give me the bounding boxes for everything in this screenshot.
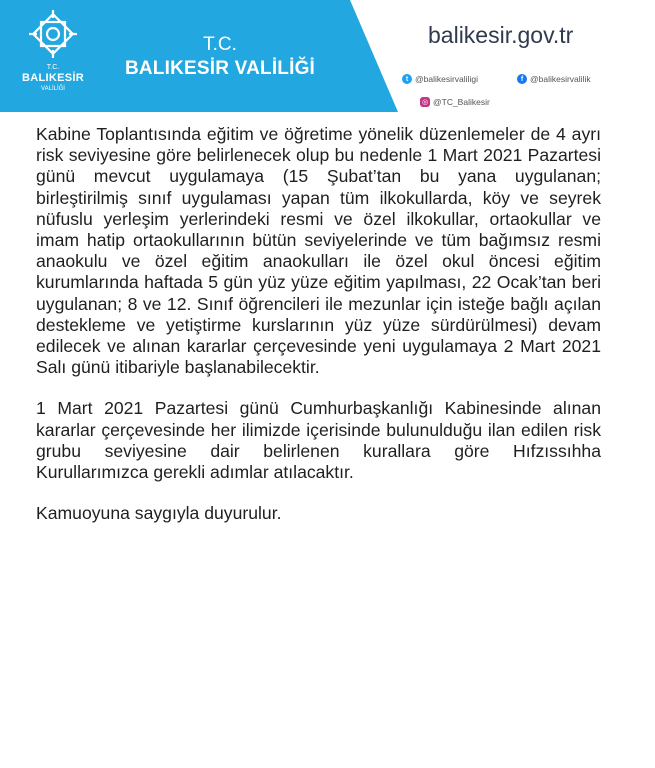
paragraph-1: Kabine Toplantısında eğitim ve öğretime yönelik düzenlemeler de 4 ayrı risk seviyesine göre belirlenecek olup bu nedenle 1 Mart 2021 Pazartesi günü mevcut uygulamaya (15 Şubat’tan bu yana uygulanan; birleştirilmiş sınıf uygulaması yapan tüm ilkokullarda, köy ve seyrek nüfuslu yerleşim yerlerindeki resmi ve özel ilkokullar, ortaokullar ve imam hatip ortaokullarının bütün seviyelerinde ve tüm bağımsız resmi anaokulu ve özel eğitim anaokulları ile özel okul öncesi eğitim kurumlarında haftada 5 gün yüz yüze eğitim yapılması, 22 Ocak’tan beri uygulanan; 8 ve 12. Sınıf öğrencileri ile mezunlar için isteğe bağlı açılan destekleme ve yetiştirme kurslarının yüz yüze sürdürülmesi) devam edilecek ve alınan kararlar çerçevesinde yeni uygulamaya 2 Mart 2021 Salı günü itibariyle başlanabilecektir. — [36, 124, 601, 378]
announcement-header — [0, 0, 655, 112]
paragraph-2: 1 Mart 2021 Pazartesi günü Cumhurbaşkanlığı Kabinesinde alınan kararlar çerçevesinde her ilimizde içerisinde bulunulduğu ilan edilen risk grubu seviyesine dair belirlenen kurallara göre Hıfzıssıhha Kurullarımızca gerekli adımlar atılacaktır. — [36, 398, 601, 483]
instagram-handle — [420, 97, 490, 107]
header-institution-name: BALIKESİR VALİLİĞİ — [124, 58, 316, 79]
seljuk-pattern-icon — [27, 8, 79, 60]
twitter-handle — [402, 74, 478, 84]
closing-line: Kamuoyuna saygıyla duyurulur. — [36, 503, 282, 524]
twitter-handle-text: @balikesirvaliligi — [415, 74, 478, 84]
governorship-logo — [14, 8, 92, 108]
twitter-icon: t — [402, 74, 412, 84]
instagram-icon: ◎ — [421, 99, 429, 106]
facebook-icon: f — [517, 74, 527, 84]
instagram-handle-text: @TC_Balikesir — [433, 97, 490, 107]
logo-subtitle: VALİLİĞİ — [41, 86, 65, 92]
announcement-body — [36, 124, 601, 524]
header-tc: T.C. — [203, 34, 237, 55]
header-band — [0, 0, 655, 112]
website-address: balikesir.gov.tr — [428, 22, 574, 48]
logo-tc: T.C. — [46, 64, 60, 71]
facebook-handle-text: @balikesirvalilik — [530, 74, 591, 84]
facebook-handle — [517, 74, 591, 84]
logo-city-name: BALIKESİR — [22, 72, 84, 84]
